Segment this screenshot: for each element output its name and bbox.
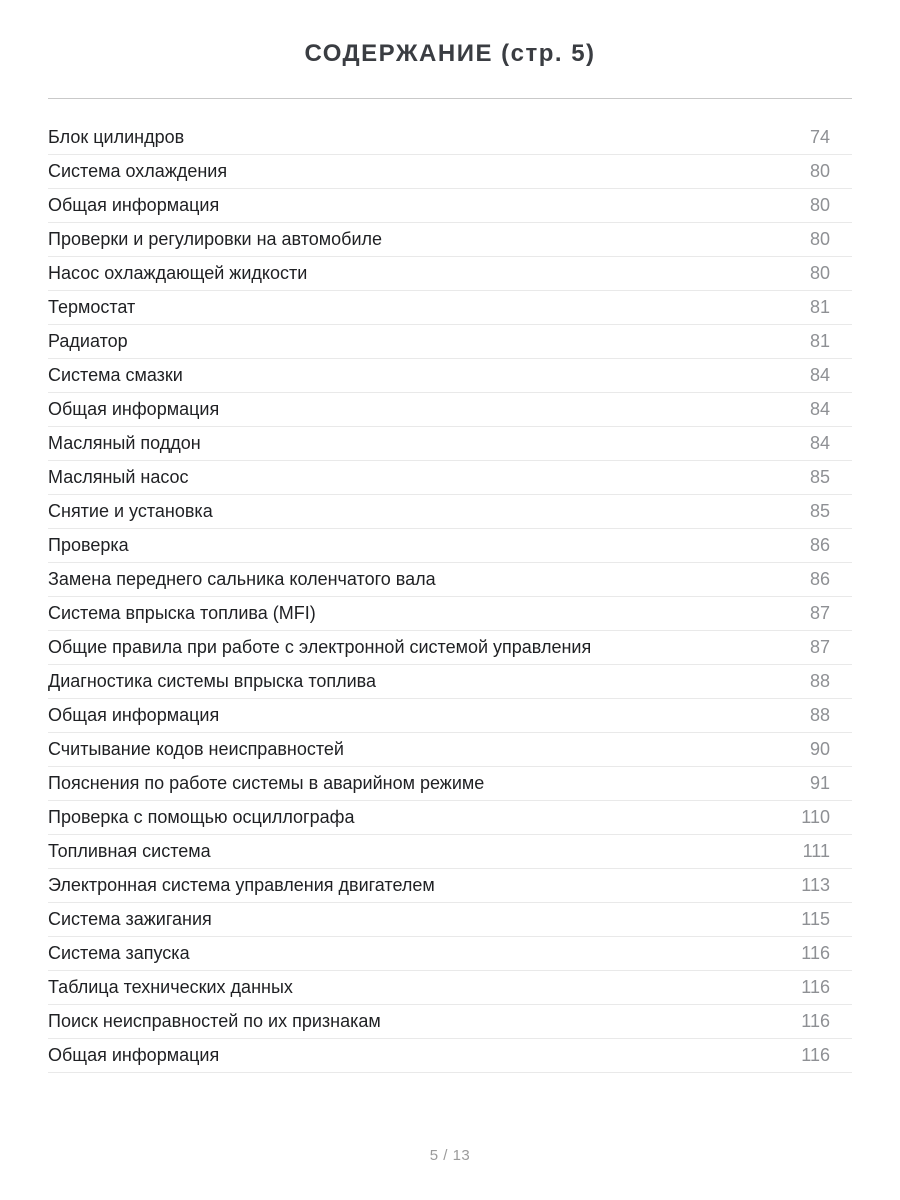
toc-entry[interactable] xyxy=(48,223,852,257)
toc-entry-label: Замена переднего сальника коленчатого вала xyxy=(48,569,436,589)
toc-entry-page-number: 116 xyxy=(801,977,830,997)
toc-entry-page-number: 86 xyxy=(809,569,830,589)
toc-entry[interactable] xyxy=(48,767,852,801)
toc-entry-page-number: 84 xyxy=(809,399,830,419)
toc-list xyxy=(48,121,852,1073)
toc-entry-page-number: 90 xyxy=(809,739,830,759)
toc-entry-page-number: 116 xyxy=(801,1045,830,1065)
toc-entry-label: Снятие и установка xyxy=(48,501,213,521)
toc-entry[interactable] xyxy=(48,427,852,461)
toc-entry-page-number: 86 xyxy=(809,535,830,555)
toc-entry[interactable] xyxy=(48,495,852,529)
toc-entry-page-number: 88 xyxy=(809,705,830,725)
toc-entry[interactable] xyxy=(48,325,852,359)
toc-entry-page-number: 116 xyxy=(801,943,830,963)
toc-entry-page-number: 80 xyxy=(809,161,830,181)
toc-entry-label: Пояснения по работе системы в аварийном режиме xyxy=(48,773,485,793)
toc-entry[interactable] xyxy=(48,937,852,971)
toc-entry-label: Система запуска xyxy=(48,943,190,963)
page-pagination: 5 / 13 xyxy=(429,1147,471,1164)
toc-entry[interactable] xyxy=(48,597,852,631)
toc-entry-label: Общая информация xyxy=(48,399,220,419)
toc-entry[interactable] xyxy=(48,461,852,495)
toc-entry-label: Поиск неисправностей по их признакам xyxy=(48,1011,381,1031)
toc-entry-page-number: 110 xyxy=(801,807,830,827)
toc-entry[interactable] xyxy=(48,155,852,189)
toc-entry-label: Система зажигания xyxy=(48,909,212,929)
title-divider xyxy=(48,98,852,99)
toc-entry[interactable] xyxy=(48,359,852,393)
toc-entry[interactable] xyxy=(48,733,852,767)
toc-entry-label: Радиатор xyxy=(48,331,128,351)
toc-entry-label: Общая информация xyxy=(48,705,220,725)
toc-entry[interactable] xyxy=(48,257,852,291)
toc-entry-page-number: 111 xyxy=(802,841,830,861)
toc-entry-label: Насос охлаждающей жидкости xyxy=(48,263,308,283)
toc-entry-label: Диагностика системы впрыска топлива xyxy=(48,671,377,691)
toc-entry[interactable] xyxy=(48,699,852,733)
toc-entry[interactable] xyxy=(48,801,852,835)
toc-entry-page-number: 84 xyxy=(809,365,830,385)
page-title: СОДЕРЖАНИЕ (стр. 5) xyxy=(304,40,596,67)
toc-entry-page-number: 87 xyxy=(809,637,830,657)
toc-entry[interactable] xyxy=(48,121,852,155)
toc-entry[interactable] xyxy=(48,903,852,937)
toc-entry-page-number: 115 xyxy=(801,909,830,929)
toc-entry-label: Электронная система управления двигателем xyxy=(48,875,435,895)
toc-entry[interactable] xyxy=(48,1005,852,1039)
toc-entry-page-number: 87 xyxy=(809,603,830,623)
toc-entry-label: Система смазки xyxy=(48,365,183,385)
toc-entry[interactable] xyxy=(48,189,852,223)
toc-entry-label: Проверка xyxy=(48,535,129,555)
toc-entry[interactable] xyxy=(48,393,852,427)
toc-entry-label: Проверки и регулировки на автомобиле xyxy=(48,229,383,249)
toc-entry[interactable] xyxy=(48,631,852,665)
toc-entry-label: Масляный насос xyxy=(48,467,189,487)
toc-entry-page-number: 81 xyxy=(809,331,830,351)
toc-entry-page-number: 81 xyxy=(809,297,830,317)
toc-entry-page-number: 74 xyxy=(809,127,830,147)
toc-entry[interactable] xyxy=(48,835,852,869)
toc-entry-label: Проверка с помощью осциллографа xyxy=(48,807,355,827)
toc-entry-label: Общая информация xyxy=(48,1045,220,1065)
toc-entry-page-number: 80 xyxy=(809,195,830,215)
toc-entry-label: Масляный поддон xyxy=(48,433,201,453)
toc-entry-page-number: 85 xyxy=(809,501,830,521)
toc-entry[interactable] xyxy=(48,869,852,903)
toc-entry-page-number: 85 xyxy=(809,467,830,487)
toc-entry-page-number: 91 xyxy=(809,773,830,793)
toc-entry-page-number: 88 xyxy=(809,671,830,691)
toc-entry-label: Считывание кодов неисправностей xyxy=(48,739,344,759)
toc-entry-page-number: 116 xyxy=(801,1011,830,1031)
toc-entry-label: Термостат xyxy=(48,297,136,317)
toc-entry-page-number: 80 xyxy=(809,263,830,283)
toc-entry[interactable] xyxy=(48,971,852,1005)
toc-entry[interactable] xyxy=(48,1039,852,1073)
toc-entry-page-number: 113 xyxy=(801,875,830,895)
toc-entry[interactable] xyxy=(48,529,852,563)
toc-entry-label: Таблица технических данных xyxy=(48,977,293,997)
toc-entry-label: Топливная система xyxy=(48,841,211,861)
toc-entry[interactable] xyxy=(48,563,852,597)
toc-entry[interactable] xyxy=(48,665,852,699)
toc-entry-label: Система впрыска топлива (MFI) xyxy=(48,603,316,623)
toc-entry-label: Общие правила при работе с электронной системой управления xyxy=(48,637,592,657)
toc-entry-label: Общая информация xyxy=(48,195,220,215)
toc-entry-label: Система охлаждения xyxy=(48,161,228,181)
toc-entry-page-number: 80 xyxy=(809,229,830,249)
toc-entry-page-number: 84 xyxy=(809,433,830,453)
toc-entry-label: Блок цилиндров xyxy=(48,127,185,147)
toc-entry[interactable] xyxy=(48,291,852,325)
